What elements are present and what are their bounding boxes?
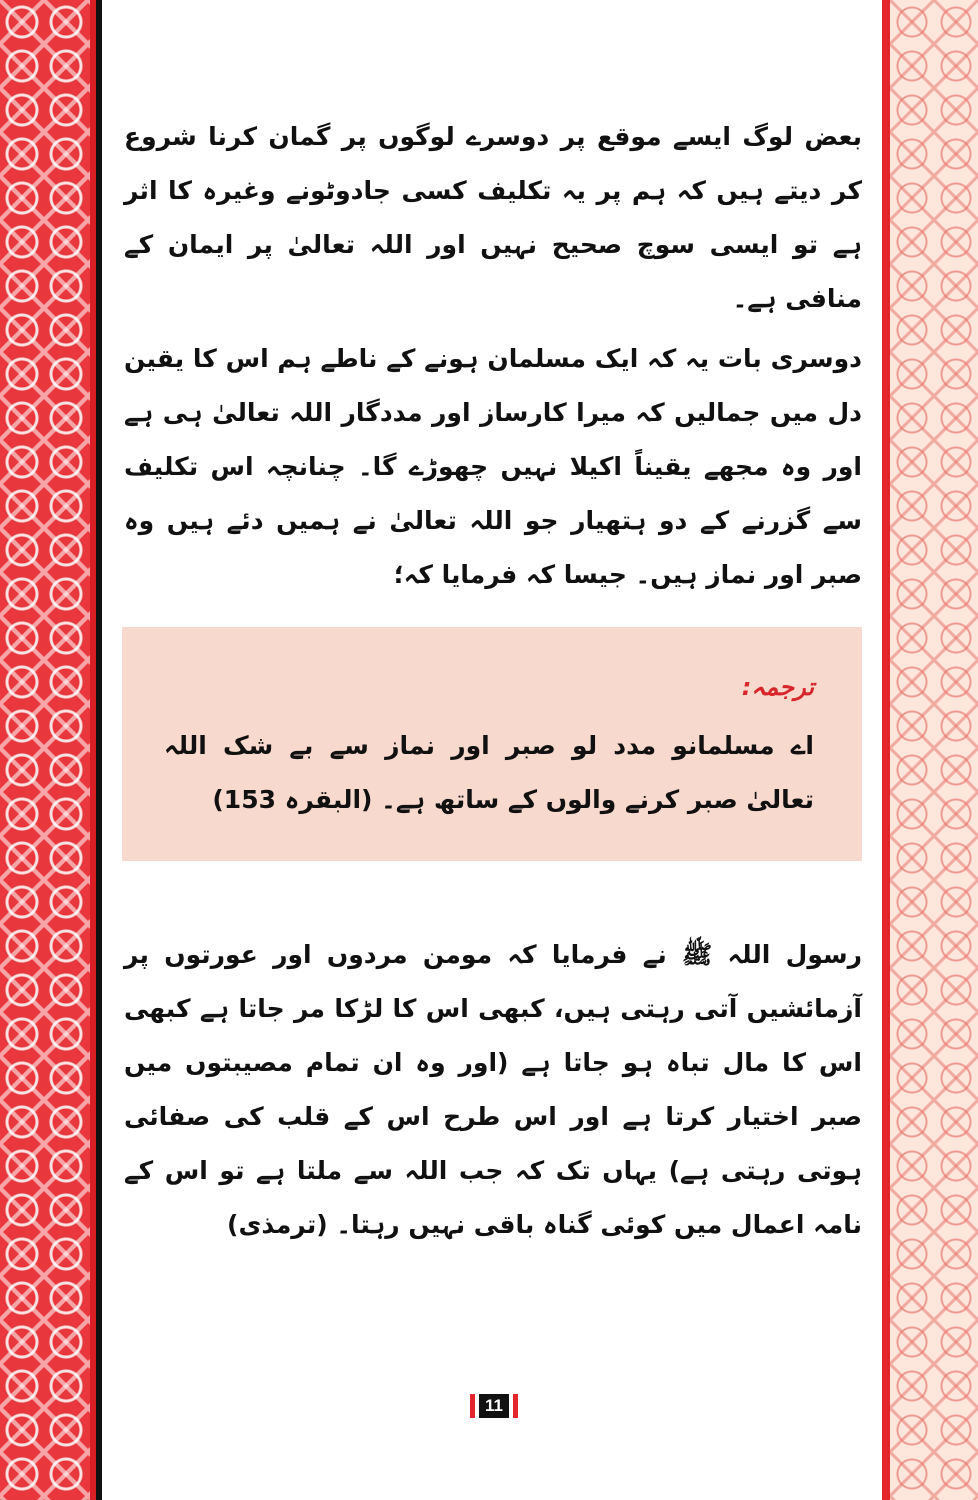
right-decorative-border [890, 0, 978, 1500]
quote-label: ترجمہ: [741, 673, 814, 701]
page-number-bar-right [513, 1394, 518, 1418]
quote-box [122, 627, 862, 861]
page-number-value: 11 [479, 1394, 509, 1418]
paragraph-3: رسول اللہ ﷺ نے فرمایا کہ مومن مردوں اور عورتوں پر آزمائشیں آتی رہتی ہیں، کبھی اس کا لڑکا مر جاتا ہے کبھی اس کا مال تباہ ہو جاتا ہے (اور وہ ان تمام مصیبتوں میں صبر اختیار کرتا ہے اور اس طرح اس کے قلب کی صفائی ہوتی رہتی ہے) یہاں تک کہ جب اللہ سے ملتا ہے تو اس کے نامہ اعمال میں کوئی گناہ باقی نہیں رہتا۔ (ترمذی) [124, 940, 862, 1239]
paragraph-1: بعض لوگ ایسے موقع پر دوسرے لوگوں پر گمان کرنا شروع کر دیتے ہیں کہ ہم پر یہ تکلیف کسی جادوٹونے وغیرہ کا اثر ہے تو ایسی سوچ صحیح نہیں اور اللہ تعالیٰ پر ایمان کے منافی ہے۔ [124, 122, 862, 313]
left-decorative-border [0, 0, 90, 1500]
quote-text: اے مسلمانو مدد لو صبر اور نماز سے بے شک اللہ تعالیٰ صبر کرنے والوں کے ساتھ ہے۔ (البقرہ 153) [164, 731, 814, 814]
right-red-rule [882, 0, 890, 1500]
page-number-bar-left [470, 1394, 475, 1418]
paragraph-2: دوسری بات یہ کہ ایک مسلمان ہونے کے ناطے ہم اس کا یقین دل میں جمالیں کہ میرا کارساز اور مددگار اللہ تعالیٰ ہی ہے اور وہ مجھے یقیناً اکیلا نہیں چھوڑے گا۔ چنانچہ اس تکلیف سے گزرنے کے دو ہتھیار جو اللہ تعالیٰ نے ہمیں دئے ہیں وہ صبر اور نماز ہیں۔ جیسا کہ فرمایا کہ؛ [124, 344, 862, 589]
page-number [462, 1393, 526, 1419]
left-black-rule [96, 0, 102, 1500]
